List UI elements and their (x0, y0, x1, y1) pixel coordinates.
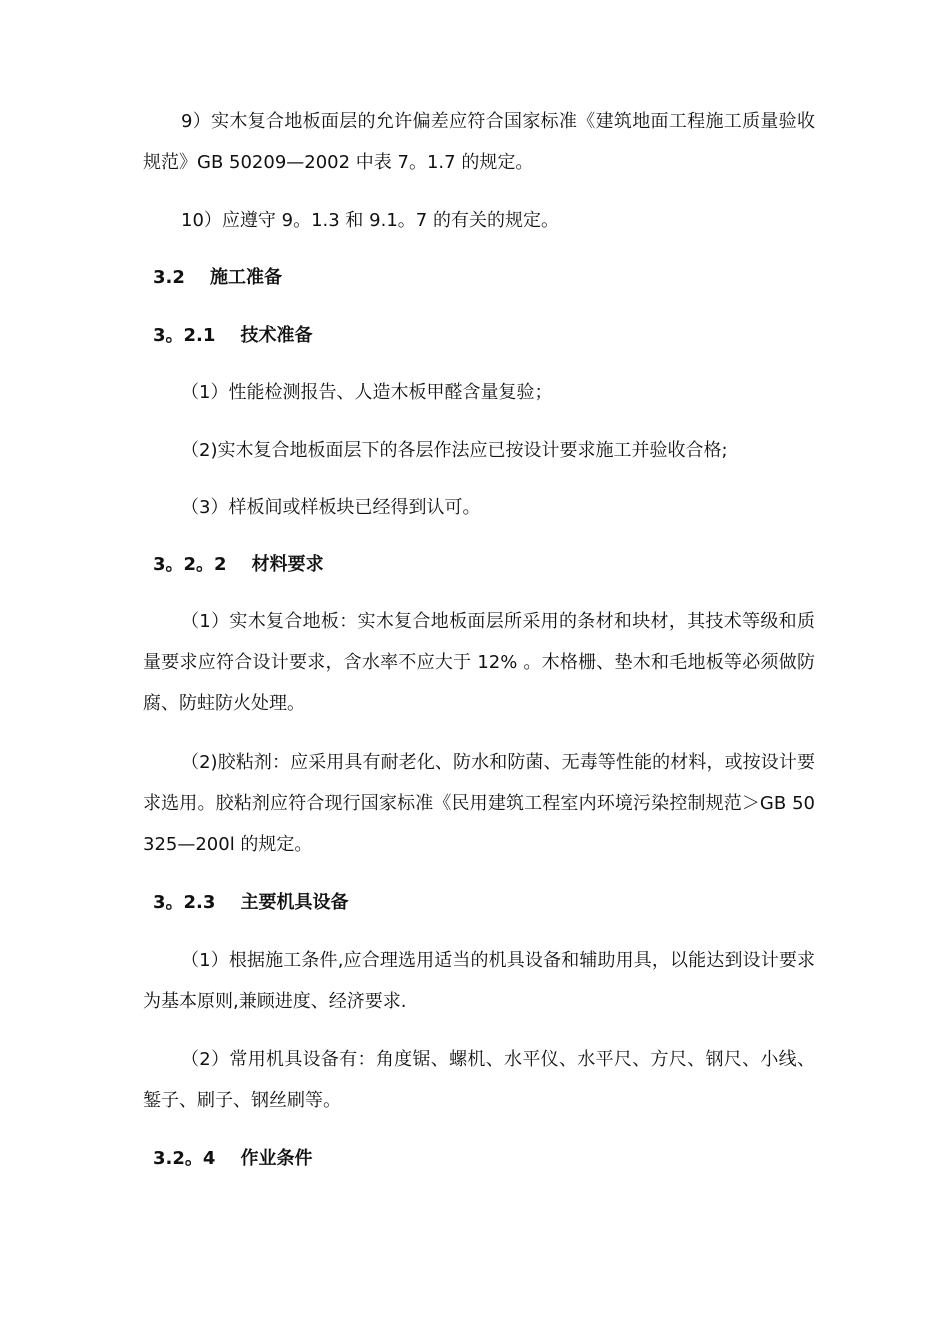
paragraph-item-10: 10）应遵守 9。1.3 和 9.1。7 的有关的规定。 (181, 210, 559, 231)
section-heading-3-2: 3.2 施工准备 (153, 267, 282, 288)
paragraph-material-1: （1）实木复合地板：实木复合地板面层所采用的条材和块材，其技术等级和质量要求应符合设计要求，含水率不应大于 12% 。木格栅、垫木和毛地板等必须做防腐、防蛀防火处理。 (143, 611, 815, 714)
paragraph-equipment-2: （2）常用机具设备有：角度锯、螺机、水平仪、水平尺、方尺、钢尺、小线、錾子、刷子、钢丝刷等。 (143, 1049, 815, 1111)
section-heading-3-2-4: 3.2。4 作业条件 (153, 1148, 313, 1169)
paragraph-item-9: 9）实木复合地板面层的允许偏差应符合国家标准《建筑地面工程施工质量验收规范》GB 50209—2002 中表 7。1.7 的规定。 (143, 111, 815, 173)
section-heading-3-2-1: 3。2.1 技术准备 (153, 325, 313, 346)
paragraph-material-2: （2)胶粘剂：应采用具有耐老化、防水和防菌、无毒等性能的材料，或按设计要求选用。胶粘剂应符合现行国家标准《民用建筑工程室内环境污染控制规范＞GB 50325—200l 的规定。 (143, 752, 815, 855)
paragraph-equipment-1: （1）根据施工条件,应合理选用适当的机具设备和辅助用具，以能达到设计要求为基本原则,兼顾进度、经济要求. (143, 950, 815, 1012)
paragraph-tech-2: （2)实木复合地板面层下的各层作法应已按设计要求施工并验收合格; (181, 440, 728, 461)
paragraph-tech-3: （3）样板间或样板块已经得到认可。 (181, 497, 481, 518)
section-heading-3-2-3: 3。2.3 主要机具设备 (153, 892, 349, 913)
paragraph-tech-1: （1）性能检测报告、人造木板甲醛含量复验； (181, 382, 553, 403)
section-heading-3-2-2: 3。2。2 材料要求 (153, 554, 324, 575)
